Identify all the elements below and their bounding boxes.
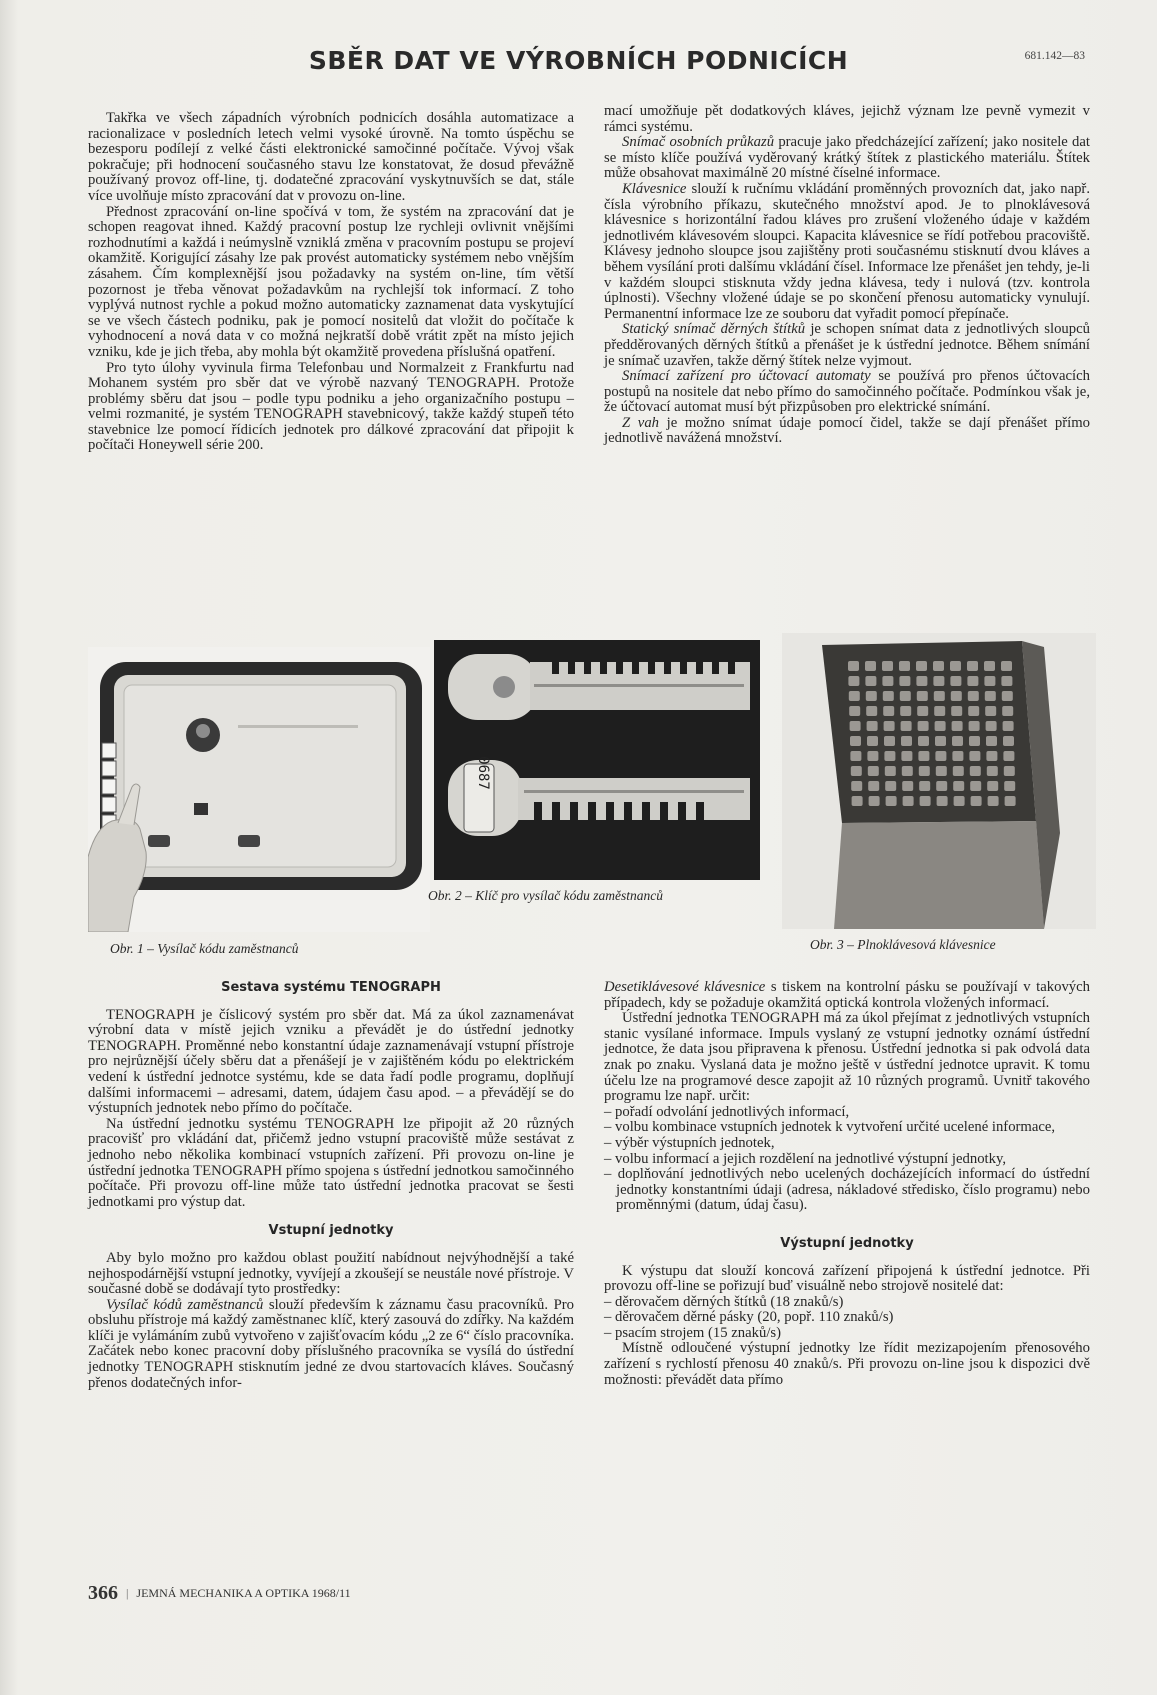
keyboard-key [936, 781, 947, 791]
paragraph: Pro tyto úlohy vyvinula firma Telefonbau und Normalzeit z Frankfurtu nad Mohanem systém pro sběr dat ve výrobě nazvaný TENOGRAPH. Protože problémy sběru dat jsou – podle typu podniku a jeho organizačního postupu – velmi rozmanité, je systém TENOGRAPH stavebnicový, takže každý stupeň této stavebnice lze pomocí řídicích jednotek pro dálkové zpracování dat připojit k počítači Honeywell série 200. [88, 359, 574, 454]
keyboard-key [848, 661, 859, 671]
keyboard-key [934, 691, 945, 701]
keyboard-key [883, 691, 894, 701]
list-item: – volbu kombinace vstupních jednotek k vytvoření určité ucelené informace, [604, 1120, 1090, 1136]
paragraph: Takřka ve všech západních výrobních podnicích dosáhla automatizace a racionalizace v posledních letech velmi vysoké úrovně. Na tomto úspěchu se bezesporu podílejí z velké části elektronické samočinné počítače. Vývoj však pokračuje; při hodnocení současného stavu lze konstatovat, že dosud převážně používaný provoz off-line, tj. dodatečné zpracování vyskytnuvších se dat, stále více uvolňuje místo zpracování dat v provozu on-line. [88, 110, 574, 204]
keyboard-key [970, 766, 981, 776]
keyboard-key [968, 691, 979, 701]
text-column-bottom-left [88, 980, 574, 1391]
keyboard-key [884, 751, 895, 761]
paragraph: Ústřední jednotka TENOGRAPH má za úkol přejímat z jednotlivých vstupních stanic vysílané informace. Impuls vyslaný ze vstupní jednotky oznámí ústřední jednotce, že data jsou připravena k přenosu. Ústřední jednotka si pak odvolá data znak po znaku. Vyslaná data je možno ještě v ústřední jednotce upravit. K tomu účelu lze na programové desce zapojit až 10 různých programů. Uvnitř takového programu lze např. určit: [604, 1010, 1090, 1105]
keyboard-key [849, 691, 860, 701]
article-title: SBĚR DAT VE VÝROBNÍCH PODNICÍCH [308, 46, 849, 75]
keyboard-key [952, 751, 963, 761]
text-column-top-right [604, 104, 1090, 447]
keyboard-key [884, 736, 895, 746]
paragraph-text: je schopen snímat data z jednotlivých sloupců předděrovaných děrných štítků a přenášet je k ústřední jednotce. Během snímání je snímač uzavřen, takže děrný štítek nelze vyjmout. [604, 321, 1090, 369]
text-column-top-left [88, 111, 574, 454]
paragraph-text: slouží především k záznamu času pracovníků. Pro obsluhu přístroje má každý zaměstnanec klíč, který zasouvá do zdířky. Na každém klíči je vylámáním zubů vytvořeno v zajišťovacím kódu „2 ze 6“ číslo pracovníka. Začátek nebo konec pracovní doby příslušného pracovníka se vysílá do ústřední jednotky TENOGRAPH stisknutím jedné ze dvou startovacích kláves. Současný přenos dodatečných infor- [88, 1296, 574, 1391]
keyboard-key [952, 736, 963, 746]
keyboard-key [969, 751, 980, 761]
paragraph [604, 182, 1090, 322]
list-item: – psacím strojem (15 znaků/s) [604, 1326, 1090, 1342]
paragraph: Na ústřední jednotku systému TENOGRAPH lze připojit až 20 různých pracovišť pro vkládání dat, přičemž jedno vstupní pracoviště může sestávat z jednoho nebo několika kombinací vstupních zařízení. Při provozu on-line je ústřední jednotka TENOGRAPH přímo spojena s ústřední jednotkou samočinného počítače. Při provozu off-line může tato ústřední jednotka pracovat se šesti jednotkami pro výstup dat. [88, 1115, 574, 1210]
keyboard-key [986, 736, 997, 746]
keyboard-key [954, 796, 965, 806]
keyboard-key [1003, 736, 1014, 746]
keyboard-key [852, 796, 863, 806]
paragraph [88, 1298, 574, 1392]
keyboard-key [902, 781, 913, 791]
keyboard-key [867, 736, 878, 746]
paragraph-text: pracuje jako předcházející zařízení; jako nositele dat se místo klíče používá vyděrovaný krátký štítek z plastického materiálu. Štítek může obsahovat maximálně 20 místné číselné informace. [604, 134, 1090, 182]
keyboard-key [953, 781, 964, 791]
figure-caption-2: Obr. 2 – Klíč pro vysílač kódu zaměstnanců [428, 888, 663, 903]
keyboard-key [883, 706, 894, 716]
term: Desetiklávesové klávesnice [604, 979, 766, 995]
keyboard-key [920, 796, 931, 806]
paragraph [604, 369, 1090, 416]
paragraph: K výstupu dat slouží koncová zařízení připojená k ústřední jednotce. Při provozu off-line se pořizují buď visuálně nebo strojově nositelé dat: [604, 1262, 1090, 1295]
keyboard-key [867, 721, 878, 731]
program-options-list [604, 1105, 1090, 1214]
keyboard-key [935, 751, 946, 761]
paragraph: TENOGRAPH je číslicový systém pro sběr dat. Má za úkol zaznamenávat výrobní data v místě jejich vzniku a převádět je do ústřední jednotky TENOGRAPH. Proměnné nebo konstantní údaje zaznamenávají vstupní přístroje pro nejrůznější účely sběru dat a přenášejí je v zajištěném kódu po elektrickém vedení k ústřední jednotce systému, kde se data řadí podle programu, doplňují dalšími informacemi – adresami, datem, údajem času apod. – a převádějí se do výstupních jednotek nebo přímo do počítače. [88, 1006, 574, 1117]
list-item: – volbu informací a jejich rozdělení na jednotlivé výstupní jednotky, [604, 1152, 1090, 1168]
keyboard-key [985, 691, 996, 701]
keyboard-key [988, 796, 999, 806]
text-column-bottom-right [604, 980, 1090, 1388]
keyboard-key [866, 706, 877, 716]
keyboard-key [1001, 676, 1012, 686]
keyboard-key [901, 736, 912, 746]
term: Statický snímač děrných štítků [622, 321, 806, 338]
keyboard-key [951, 706, 962, 716]
keyboard-key [918, 721, 929, 731]
page-footer [88, 1582, 351, 1605]
keyboard-key [884, 721, 895, 731]
term: Snímač osobních průkazů [622, 134, 775, 151]
keyboard-key [848, 676, 859, 686]
keyboard-key [953, 766, 964, 776]
term: Klávesnice [622, 180, 687, 197]
paragraph-text: slouží k ručnímu vkládání proměnných provozních dat, jako např. čísla výrobního příkazu, skutečného množství apod. Je to plnoklávesová klávesnice s horizontální řadou kláves pro zrušení vloženého údaje v každém jednotlivém klávesovém sloupci. Kapacita klávesnice se řídí potřebou pracoviště. Klávesy jednoho sloupce jsou zajištěny proti současnému stisknutí dvou kláves a během vysílání proti dalšímu vkládání čísel. Informace lze přenášet jen tehdy, je-li v každém sloupci stisknuta vždy jedna klávesa, tedy i nulová (tzv. kontrola úplnosti). Všechny vložené údaje se po skončení přenosu automaticky vynulují. Permanentní informace lze ze souboru dat vyřadit pomocí přepínače. [604, 180, 1090, 322]
keyboard-key [901, 721, 912, 731]
keyboard-key [967, 676, 978, 686]
keyboard-key [899, 676, 910, 686]
keyboard-key [918, 751, 929, 761]
section-heading: Výstupní jednotky [780, 1235, 914, 1251]
keyboard-key [850, 736, 861, 746]
section-heading: Vstupní jednotky [268, 1223, 394, 1239]
keyboard-key [917, 691, 928, 701]
keyboard-key [850, 751, 861, 761]
paragraph [604, 416, 1090, 447]
keyboard-key [882, 661, 893, 671]
keyboard-key [918, 736, 929, 746]
keyboard-key [1004, 781, 1015, 791]
keyboard-key [851, 781, 862, 791]
keyboard-key [919, 781, 930, 791]
keyboard-key [900, 706, 911, 716]
list-item: – výběr výstupních jednotek, [604, 1136, 1090, 1152]
paragraph-text: se používá pro přenos účtovacích postupů na nositele dat nebo přímo do samočinného počítače. Podmínkou však je, že účtovací automat musí být přizpůsoben pro elektrické snímání. [604, 368, 1090, 416]
keyboard-key [935, 736, 946, 746]
keyboard-key [984, 676, 995, 686]
keyboard-key [971, 796, 982, 806]
keyboard-key [1003, 751, 1014, 761]
keyboard-key [868, 766, 879, 776]
keyboard-key [933, 661, 944, 671]
keyboard-key [937, 796, 948, 806]
list-item: – děrovačem děrné pásky (20, popř. 110 znaků/s) [604, 1310, 1090, 1326]
keyboard-key [886, 796, 897, 806]
keyboard-key [902, 766, 913, 776]
keyboard-key [936, 766, 947, 776]
term: Vysílač kódů zaměstnanců [106, 1296, 264, 1313]
list-item: – pořadí odvolání jednotlivých informací, [604, 1105, 1090, 1121]
paragraph-text: s tiskem na kontrolní pásku se používají v takových případech, kdy se požaduje okamžitá optická kontrola vložených informací. [604, 979, 1090, 1011]
keyboard-key [933, 676, 944, 686]
keyboard-key [869, 796, 880, 806]
output-devices-list [604, 1295, 1090, 1342]
keyboard-key [985, 706, 996, 716]
keyboard-key [917, 706, 928, 716]
keyboard-key [950, 676, 961, 686]
keyboard-key [866, 691, 877, 701]
paragraph-text: je možno snímat údaje pomocí čidel, takže se dají přenášet přímo jednotlivě navážená množství. [604, 414, 1091, 447]
keyboard-key [865, 676, 876, 686]
paragraph: Přednost zpracování on-line spočívá v tom, že systém na zpracování dat je schopen reagovat ihned. Každý pracovní postup lze rychleji ovlivnit vnějšími rozhodnutími a každá i neúmyslně vzniklá změna v pracovním postupu se projeví okamžitě. Korigující zásahy lze pak provést automaticky systémem nebo vnějším zásahem. Čím komplexnější jsou požadavky na systém on-line, tím větší pozornost je třeba věnovat požadavkům na rychlejší tok informací. Z toho vyplývá nutnost rychle a pokud možno automaticky zaznamenat data vyskytující se ve všech částech podniku, pak je pomocí nositelů dat vložit do počítače k vyhodnocení a nová data v co možná nejkratší době vrátit zpět na místo jejich vzniku, kde je jich třeba, aby mohla být okamžitě provedena příslušná opatření. [88, 203, 574, 360]
journal-name: JEMNÁ MECHANIKA A OPTIKA 1968/11 [136, 1586, 351, 1600]
keyboard-key [951, 691, 962, 701]
figure-caption-1: Obr. 1 – Vysílač kódu zaměstnanců [110, 941, 299, 956]
keyboard-key [903, 796, 914, 806]
paragraph [604, 322, 1090, 369]
page-number: 366 [88, 1582, 118, 1604]
keyboard-key [919, 766, 930, 776]
keyboard-key [916, 676, 927, 686]
keyboard-key [969, 721, 980, 731]
keyboard-key [1005, 796, 1016, 806]
paragraph: Místně odloučené výstupní jednotky lze řídit mezizapojením přenosového zařízení s rychlostí přenosu 40 znaků/s. Při provozu on-line jsou k dispozici dvě možnosti: převádět data přímo [604, 1340, 1090, 1388]
paragraph: mací umožňuje pět dodatkových kláves, jejichž význam lze pevně vymezit v rámci systému. [604, 103, 1090, 135]
list-item: – doplňování jednotlivých nebo ucelených docházejících informací do ústřední jednotky konstantními údaji (adresa, nákladové středisko, číslo programu) nebo proměnnými (datum, údaj času). [604, 1167, 1090, 1214]
keyboard-key [882, 676, 893, 686]
keyboard-key [867, 751, 878, 761]
keyboard-key [934, 706, 945, 716]
photo-employee-key [434, 640, 760, 880]
figure-caption-3: Obr. 3 – Plnoklávesová klávesnice [810, 937, 996, 952]
footer-divider: | [126, 1586, 129, 1600]
keyboard-key [987, 781, 998, 791]
keyboard-key [987, 766, 998, 776]
keyboard-key [986, 721, 997, 731]
list-item: – děrovačem děrných štítků (18 znaků/s) [604, 1295, 1090, 1311]
keyboard-key [900, 691, 911, 701]
keyboard-key [899, 661, 910, 671]
term: Snímací zařízení pro účtovací automaty [622, 368, 871, 385]
keyboard-key [865, 661, 876, 671]
photo-code-transmitter [88, 647, 430, 932]
keyboard-key [984, 661, 995, 671]
keyboard-key [950, 661, 961, 671]
keyboard-key [850, 721, 861, 731]
keyboard-key [1002, 706, 1013, 716]
keyboard-key [968, 706, 979, 716]
section-heading: Sestava systému TENOGRAPH [221, 980, 441, 995]
keyboard-key [849, 706, 860, 716]
keyboard-key [967, 661, 978, 671]
keyboard-key [1003, 721, 1014, 731]
keyboard-key [986, 751, 997, 761]
paragraph [604, 135, 1090, 182]
keyboard-key [885, 766, 896, 776]
keyboard-key [885, 781, 896, 791]
keyboard-key [969, 736, 980, 746]
keyboard-key [851, 766, 862, 776]
paragraph: Aby bylo možno pro každou oblast použití nabídnout nejvýhodnější a také nejhospodárnější vstupní jednotky, vyvíjejí a zkoušejí se neustále nové přístroje. V současné době se dodávají tyto prostředky: [88, 1249, 574, 1298]
photo-full-keyboard [782, 633, 1096, 929]
keyboard-key [1001, 661, 1012, 671]
term: Z vah [622, 414, 660, 431]
keyboard-key [1004, 766, 1015, 776]
keyboard-key [970, 781, 981, 791]
classification-code: 681.142—83 [1024, 50, 1085, 62]
keyboard-key [901, 751, 912, 761]
paragraph [604, 980, 1090, 1011]
key-number: 0687 [475, 756, 491, 790]
keyboard-key [916, 661, 927, 671]
keyboard-key [868, 781, 879, 791]
keyboard-key [952, 721, 963, 731]
keyboard-key [1002, 691, 1013, 701]
keyboard-key [935, 721, 946, 731]
